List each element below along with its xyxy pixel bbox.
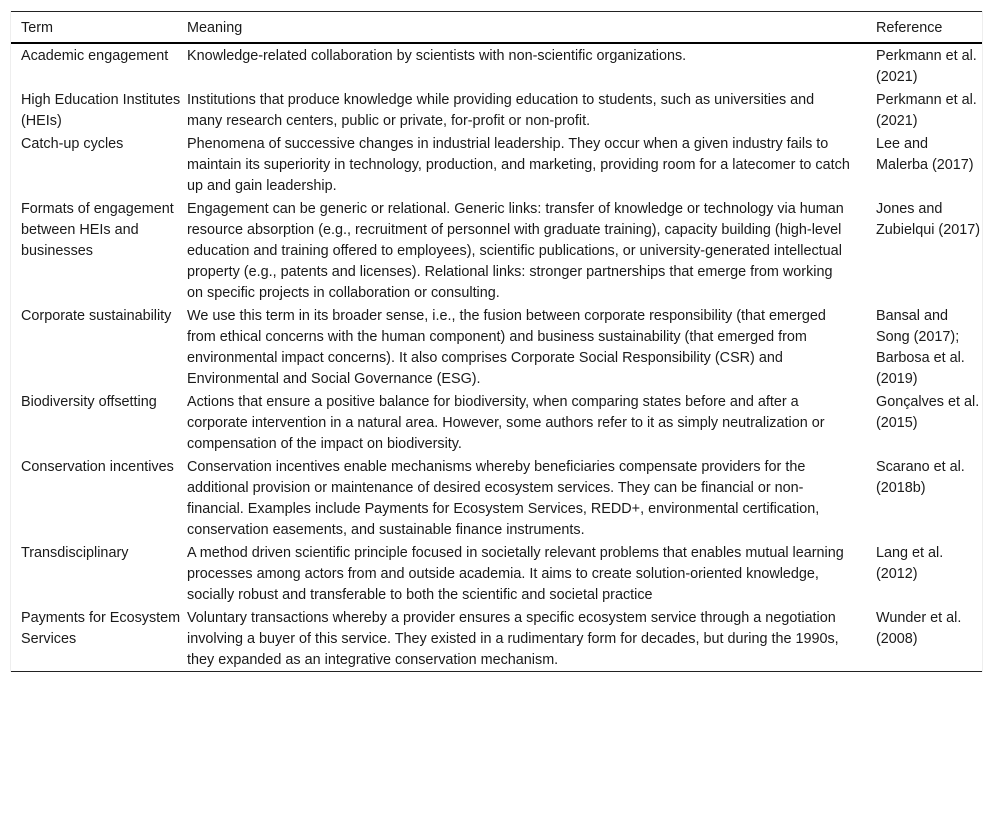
meaning-cell: Conservation incentives enable mechanisms whereby beneficiaries compensate providers for the additional provision or maintenance of desired ecosystem services. They can be financial or non-financial. Examples include Payments for Ecosystem Services, REDD+, environmental certification, conservation easements, and sustainable finance instruments.	[187, 459, 820, 538]
table-body	[11, 43, 982, 672]
term-cell: Conservation incentives	[21, 459, 174, 475]
term-cell: Biodiversity offsetting	[21, 394, 157, 410]
table-header	[11, 12, 982, 44]
term-cell: Payments for Ecosystem Services	[21, 610, 181, 647]
reference-cell: Perkmann et al. (2021)	[876, 92, 977, 129]
reference-cell: Jones and Zubielqui (2017)	[876, 201, 980, 238]
meaning-cell: A method driven scientific principle focused in societally relevant problems that enables mutual learning processes among actors from and outside academia. It aims to create solution-oriented knowledge, socially robust and transferable to both the scientific and societal practice	[187, 545, 844, 603]
meaning-cell: Voluntary transactions whereby a provider ensures a specific ecosystem service through a negotiation involving a buyer of this service. They existed in a rudimentary form for decades, but during the 1990s, they expanded as an integrative conservation mechanism.	[187, 610, 839, 668]
meaning-cell: We use this term in its broader sense, i.e., the fusion between corporate responsibility (that emerged from ethical concerns with the human component) and business sustainability (that emerged from environmental impact concerns). It also comprises Corporate Social Responsibility (CSR) and Environmental and Social Governance (ESG).	[187, 308, 826, 387]
reference-cell: Bansal and Song (2017); Barbosa et al. (2019)	[876, 308, 965, 387]
term-cell: Catch-up cycles	[21, 136, 124, 152]
meaning-cell: Institutions that produce knowledge while providing education to students, such as universities and many research centers, public or private, for-profit or non-profit.	[187, 92, 815, 129]
term-cell: Transdisciplinary	[21, 545, 129, 561]
term-cell: Academic engagement	[21, 48, 169, 64]
meaning-cell: Phenomena of successive changes in industrial leadership. They occur when a given industry fails to maintain its superiority in technology, production, and marketing, providing room for a latecomer to catch up and gain leadership.	[187, 136, 850, 194]
meaning-cell: Actions that ensure a positive balance for biodiversity, when comparing states before and after a corporate intervention in a natural area. However, some authors refer to it as simply neutralization or compensation of the impact on biodiversity.	[187, 394, 825, 452]
term-cell: High Education Institutes (HEIs)	[21, 92, 181, 129]
header-reference: Reference	[876, 20, 943, 36]
meaning-cell: Engagement can be generic or relational. Generic links: transfer of knowledge or technology via human resource absorption (e.g., recruitment of personnel with graduate training), capacity building (high-level education and training offered to employees), scientific publications, or university-generated intellectual property (e.g., patents and licenses). Relational links: stronger partnerships that emerge from working on specific projects in collaboration or consulting.	[187, 201, 844, 301]
table-row	[11, 455, 982, 541]
header-row	[11, 12, 982, 44]
table-row	[11, 88, 982, 132]
table-row	[11, 197, 982, 304]
table-row	[11, 304, 982, 390]
reference-cell: Gonçalves et al. (2015)	[876, 394, 980, 431]
glossary-table	[11, 11, 982, 672]
header-meaning: Meaning	[187, 20, 243, 36]
reference-cell: Lang et al. (2012)	[876, 545, 944, 582]
table-row	[11, 541, 982, 606]
table-row	[11, 132, 982, 197]
header-term: Term	[21, 20, 53, 36]
term-cell: Corporate sustainability	[21, 308, 172, 324]
term-cell: Formats of engagement between HEIs and businesses	[21, 201, 174, 259]
reference-cell: Scarano et al. (2018b)	[876, 459, 965, 496]
glossary-table-container	[10, 11, 983, 672]
table-row	[11, 390, 982, 455]
reference-cell: Lee and Malerba (2017)	[876, 136, 974, 173]
table-row	[11, 43, 982, 88]
reference-cell: Perkmann et al. (2021)	[876, 48, 977, 85]
table-row	[11, 606, 982, 672]
meaning-cell: Knowledge-related collaboration by scientists with non-scientific organizations.	[187, 48, 687, 64]
reference-cell: Wunder et al. (2008)	[876, 610, 962, 647]
